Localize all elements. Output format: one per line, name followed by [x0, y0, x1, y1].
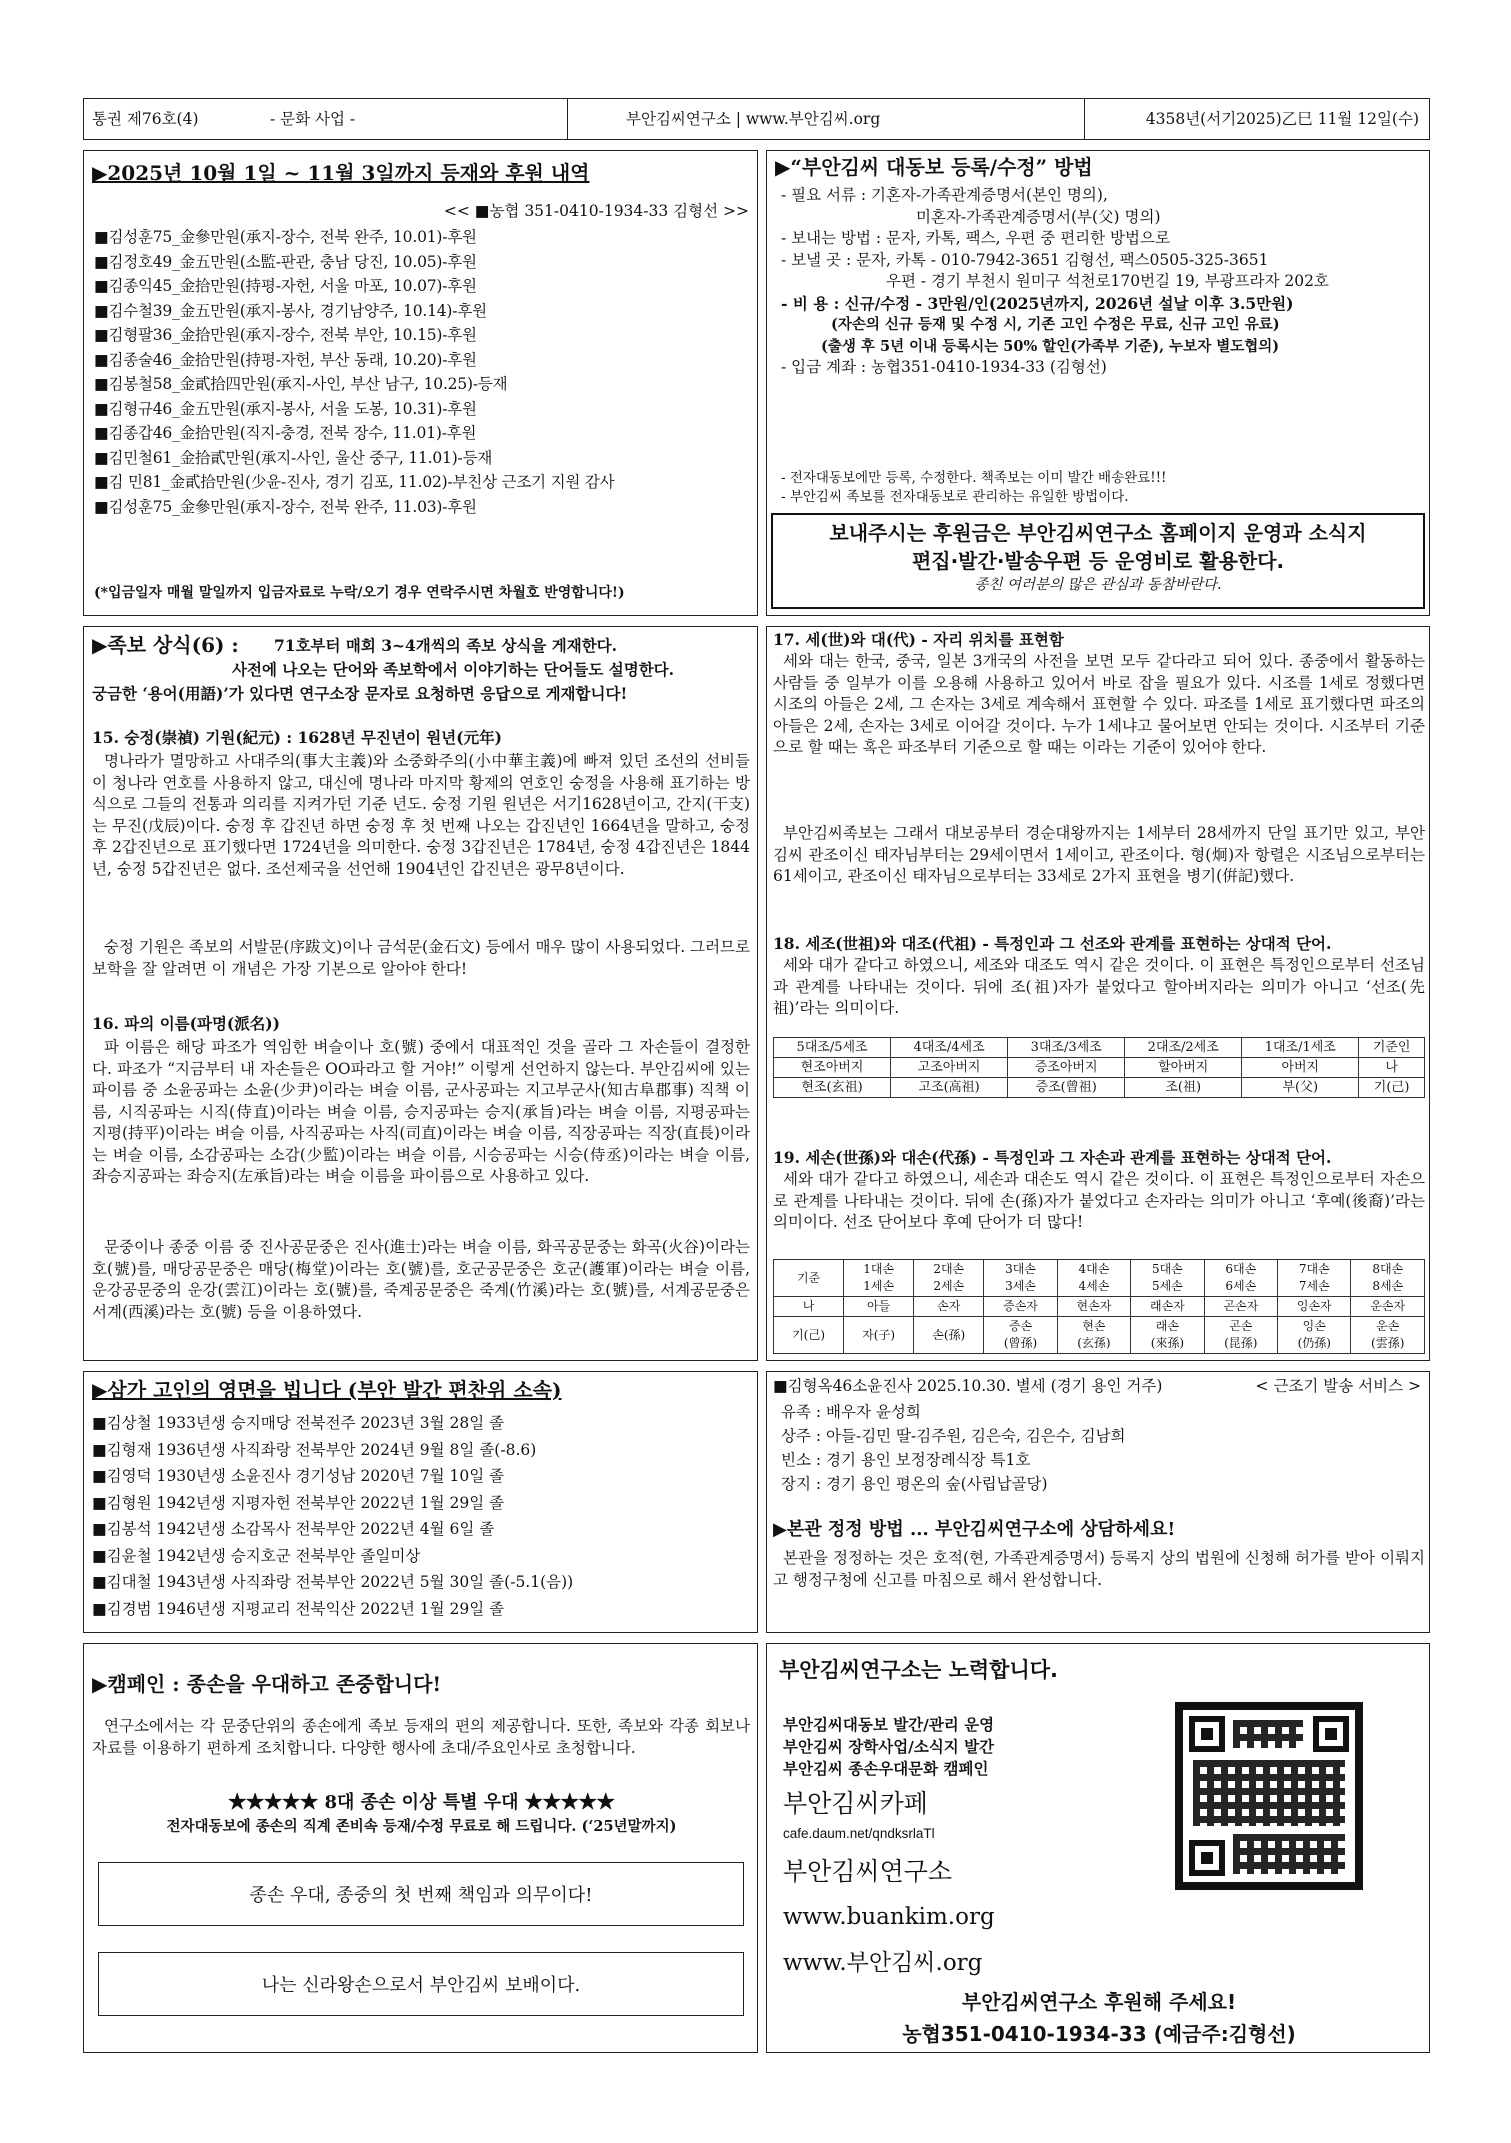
common-intro-3: 궁금한 ‘용어(用語)’가 있다면 연구소장 문자로 요청하면 응답으로 게재합니다!: [92, 684, 628, 703]
table-row: [774, 1297, 1425, 1317]
activity-item: 부안김씨 장학사업/소식지 발간: [783, 1738, 995, 1756]
list-item: ■김형팔36_金拾만원(承지-장수, 전북 부안, 10.15)-후원: [94, 326, 477, 344]
list-item: ■김수철39_金五만원(承지-봉사, 경기남양주, 10.14)-후원: [94, 301, 487, 320]
list-item: ■김형규46_金五만원(承지-봉사, 서울 도봉, 10.31)-후원: [94, 399, 477, 418]
table-cell: 기(己): [774, 1317, 844, 1354]
table-cell: 잉손 (仍孫): [1278, 1317, 1351, 1354]
funeral-section: [766, 1371, 1430, 1633]
funeral-line: 빈소 : 경기 용인 보정장례식장 특1호: [781, 1451, 1031, 1469]
table-cell: 3대손 3세손: [984, 1260, 1057, 1297]
issue-date: 4358년(서기2025)乙巳 11월 12일(수): [1145, 110, 1419, 128]
org-site: 부안김씨연구소 | www.부안김씨.org: [626, 110, 881, 128]
section-15-body: 명나라가 멸망하고 사대주의(事大主義)와 소중화주의(小中華主義)에 빠져 있던 조선의 선비들이 청나라 연호를 사용하지 않고, 대신에 명나라 마지막 황제의 연호인 숭정을 사용해 표기하는 방식으로 그들의 전통과 의리를 지켜가던 기준 년도. 숭정 기원 원년은 서기1628년이고, 간지(干支)는 무진(戊辰)이다. 숭정 후 갑진년 하면 숭정 후 첫 번째 나오는 갑진년인 1664년을 말하고, 숭정 후 2갑진년으로 표기했다면 1724년을 의미한다. 숭정 3갑진년은 1784년, 숭정 4갑진년은 1844년, 숭정 5갑진년은 없다. 조선제국을 선언해 1904년인 갑진년은 광무8년이다.: [92, 752, 750, 878]
section-16-body: 파 이름은 해당 파조가 역임한 벼슬이나 호(號) 중에서 대표적인 것을 골라 그 자손들이 결정한다. 파조가 “지금부터 내 자손들은 OO파라고 할 거야!” 이렇게 선언하지 않는다. 부안김씨에 있는 파이름 중 소윤공파는 소윤(少尹)이라는 벼슬 이름, 군사공파는 지고부군사(知古阜郡事) 직책 이름, 시직공파는 시직(侍直)이라는 벼슬 이름, 승지공파는 승지(承旨)라는 벼슬 이름, 지평공파는 지평(持平)이라는 벼슬 이름, 사직공파는 사직(司直)이라는 벼슬 이름, 직장공파는 직장(直長)이라는 벼슬 이름, 소감공파는 소감(少監)이라는 벼슬 이름, 시승공파는 시승(侍丞)이라는 벼슬 이름, 좌승지공파는 좌승지(左承旨)라는 벼슬 이름을 파이름으로 사용하고 있다.: [92, 1038, 750, 1185]
donation-note: (*입금일자 매월 말일까지 입금자료로 누락/오기 경우 연락주시면 차월호 반영합니다!): [94, 585, 625, 601]
section-15-body-2: 숭정 기원은 족보의 서발문(序跋文)이나 금석문(金石文) 등에서 매우 많이 사용되었다. 그러므로 보학을 잘 알려면 이 개념은 가장 기본으로 알아야 한다!: [92, 938, 750, 978]
list-item: ■김성훈75_金參만원(承지-장수, 전북 완주, 11.03)-후원: [94, 497, 477, 516]
donation-list: [94, 225, 749, 519]
website-link[interactable]: www.buankim.org: [783, 1904, 995, 1930]
campaign-box-1-text: 종손 우대, 종중의 첫 번째 책임과 의무이다!: [249, 1885, 593, 1906]
table-row: [774, 1260, 1425, 1297]
register-note: - 전자대동보에만 등록, 수정한다. 책족보는 이미 발간 배송완료!!!: [781, 470, 1167, 486]
list-item: ■김형원 1942년생 지평자헌 전북부안 2022년 1월 29일 졸: [92, 1493, 505, 1512]
register-line: 미혼자-가족관계증명서(부(父) 명의): [916, 207, 1161, 226]
bongwan-body: 본관을 정정하는 것은 호적(현, 가족관계증명서) 등록지 상의 법원에 신청해 허가를 받아 이뤄지고 행정구청에 신고를 마침으로 해서 완성합니다.: [773, 1549, 1425, 1589]
donation-account: << ■농협 351-0410-1934-33 김형선 >>: [443, 202, 749, 220]
table-cell: 할아버지: [1125, 1058, 1242, 1078]
table-cell: 부(父): [1242, 1078, 1359, 1098]
table-cell: 2대손 2세손: [914, 1260, 984, 1297]
list-item: ■김정호49_金五만원(소監-판관, 충남 당진, 10.05)-후원: [94, 252, 477, 271]
table-cell: 래손 (來孫): [1131, 1317, 1204, 1354]
header-divider: [567, 99, 568, 139]
terms-section: [766, 626, 1430, 1361]
list-item: ■김종갑46_金拾만원(직지-충경, 전북 장수, 11.01)-후원: [94, 424, 477, 442]
institute-activities: [783, 1714, 994, 1780]
campaign-title: ▶캠페인 : 종손을 우대하고 존중합니다!: [92, 1672, 442, 1696]
common-intro-1: 71호부터 매회 3~4개씩의 족보 상식을 게재한다.: [274, 636, 618, 655]
table-row: [774, 1058, 1425, 1078]
donations-section: [83, 150, 758, 616]
support-call: 부안김씨연구소 후원해 주세요!: [961, 1990, 1237, 2014]
register-line: (출생 후 5년 이내 등록시는 50% 할인(가족부 기준), 누보자 별도협의): [821, 337, 1280, 355]
condolence-section: [83, 1371, 758, 1633]
funeral-title: ■김형옥46소윤진사 2025.10.30. 별세 (경기 용인 거주): [773, 1377, 1163, 1395]
register-line: 우편 - 경기 부천시 원미구 석천로170번길 19, 부광프라자 202호: [886, 272, 1329, 290]
table-cell: 나: [1359, 1058, 1425, 1078]
table-cell: 6대손 6세손: [1204, 1260, 1277, 1297]
list-item: ■김윤철 1942년생 승지호군 전북부안 졸일미상: [92, 1546, 421, 1565]
table-row: [774, 1078, 1425, 1098]
support-account: 농협351-0410-1934-33 (예금주:김형선): [902, 2022, 1296, 2046]
table-cell: 아들: [844, 1297, 914, 1317]
table-cell: 운손 (雲孫): [1351, 1317, 1425, 1354]
list-item: ■김봉철58_金貳拾四만원(承지-사인, 부산 남구, 10.25)-등재: [94, 375, 508, 393]
list-item: ■김형재 1936년생 사직좌랑 전북부안 2024년 9월 8일 졸(-8.6): [92, 1440, 537, 1459]
usage-line-1: 보내주시는 후원금은 부안김씨연구소 홈페이지 운영과 소식지: [829, 521, 1367, 545]
qr-finder-top-right: [1313, 1716, 1349, 1752]
table-cell: 손(孫): [914, 1317, 984, 1354]
list-item: ■김봉석 1942년생 소감목사 전북부안 2022년 4월 6일 졸: [92, 1520, 495, 1538]
campaign-free: 전자대동보에 종손의 직계 존비속 등재/수정 무료로 해 드립니다. (‘25년말까지): [166, 1818, 677, 1835]
list-item: ■김종익45_金拾만원(持평-자헌, 서울 마포, 10.07)-후원: [94, 277, 477, 295]
table-cell: 아버지: [1242, 1058, 1359, 1078]
qr-finder-bottom-left: [1189, 1840, 1225, 1876]
table-cell: 손자: [914, 1297, 984, 1317]
table-cell: 현조(玄祖): [774, 1078, 891, 1098]
table-cell: 기(己): [1359, 1078, 1425, 1098]
activity-item: 부안김씨 종손우대문화 캠페인: [783, 1760, 989, 1778]
campaign-box-2-text: 나는 신라왕손으로서 부안김씨 보배이다.: [261, 1975, 581, 1996]
funeral-line: 상주 : 아들-김민 딸-김주원, 김은숙, 김은수, 김남희: [781, 1427, 1126, 1445]
table-cell: 곤손 (昆孫): [1204, 1317, 1277, 1354]
qr-finder-top-left: [1189, 1716, 1225, 1752]
table-cell: 증손자: [984, 1297, 1057, 1317]
funeral-details: [781, 1400, 1126, 1496]
institute-name: 부안김씨연구소: [783, 1857, 953, 1886]
register-line: - 입금 계좌 : 농협351-0410-1934-33 (김형선): [781, 358, 1107, 376]
list-item: ■김대철 1943년생 사직좌랑 전북부안 2022년 5월 30일 졸(-5.1(음)): [92, 1573, 574, 1591]
qr-modules: [1233, 1720, 1303, 1748]
register-section: [766, 150, 1430, 616]
list-item: ■김종술46_金拾만원(持평-자헌, 부산 동래, 10.20)-후원: [94, 350, 477, 369]
register-note: - 부안김씨 족보를 전자대동보로 관리하는 유일한 방법이다.: [781, 489, 1129, 505]
activity-item: 부안김씨대동보 발간/관리 운영: [783, 1716, 995, 1734]
institute-title: 부안김씨연구소는 노력합니다.: [779, 1658, 1059, 1682]
qr-code[interactable]: [1175, 1702, 1363, 1890]
institute-section: [766, 1643, 1430, 2053]
campaign-box-1: [98, 1862, 744, 1926]
bongwan-title: ▶본관 정정 방법 ... 부안김씨연구소에 상담하세요!: [773, 1519, 1176, 1540]
table-cell: 8대손 8세손: [1351, 1260, 1425, 1297]
table-cell: 나: [774, 1297, 844, 1317]
section-16-body-2: 문중이나 종중 이름 중 진사공문중은 진사(進士)라는 벼슬 이름, 화곡공문중는 화곡(火谷)이라는 호(號)를, 매당공문중은 매당(梅堂)이라는 호(號)를, 호군공문중은 호군(護軍)이라는 벼슬 이름, 운강공문중의 운강(雲江)이라는 호(號)를, 죽계공문중은 죽계(竹溪)라는 호(號)를, 서계공문중은 서계(西溪)라는 호(號) 등을 이용하였다.: [92, 1238, 750, 1321]
qr-modules: [1233, 1834, 1345, 1874]
website-link-korean[interactable]: www.부안김씨.org: [783, 1950, 983, 1976]
table-cell: 2대조/2세조: [1125, 1038, 1242, 1058]
section-17-title: 17. 세(世)와 대(代) - 자리 위치를 표현함: [773, 630, 1064, 649]
campaign-section: [83, 1643, 758, 2053]
section-18-title: 18. 세조(世祖)와 대조(代祖) - 특정인과 그 선조와 관계를 표현하는 상대적 단어.: [773, 934, 1332, 953]
common-intro-2: 사전에 나오는 단어와 족보학에서 이야기하는 단어들도 설명한다.: [232, 660, 675, 679]
table-cell: 5대손 5세손: [1131, 1260, 1204, 1297]
table-cell: 4대조/4세조: [891, 1038, 1008, 1058]
usage-line-3: 종친 여러분의 많은 관심과 동참바란다.: [974, 577, 1222, 593]
table-cell: 기준: [774, 1260, 844, 1297]
register-line: - 보낼 곳 : 문자, 카톡 - 010-7942-3651 김형선, 팩스0505-325-3651: [781, 250, 1269, 269]
table-cell: 증손 (曾孫): [984, 1317, 1057, 1354]
section-label: - 문화 사업 -: [270, 110, 356, 128]
campaign-body: 연구소에서는 각 문중단위의 종손에게 족보 등재의 편의 제공합니다. 또한, 족보와 각종 회보나 자료를 이용하기 편하게 조치합니다. 다양한 행사에 초대/주요인사로 초청합니다.: [92, 1717, 750, 1757]
table-cell: 현조아버지: [774, 1058, 891, 1078]
table-row: [774, 1038, 1425, 1058]
table-cell: 7대손 7세손: [1278, 1260, 1351, 1297]
table-cell: 증조아버지: [1008, 1058, 1125, 1078]
table-cell: 고조아버지: [891, 1058, 1008, 1078]
table-cell: 곤손자: [1204, 1297, 1277, 1317]
condolence-title: ▶삼가 고인의 영면을 빕니다 (부안 발간 편찬위 소속): [92, 1378, 562, 1402]
table-cell: 증조(曾祖): [1008, 1078, 1125, 1098]
register-line: - 필요 서류 : 기혼자-가족관계증명서(본인 명의),: [781, 186, 1108, 204]
section-18-body: 세와 대가 같다고 하였으니, 세조와 대조도 역시 같은 것이다. 이 표현은 특정인으로부터 선조님과 관계를 나타내는 것이다. 뒤에 조(祖)자가 붙었다고 할아버지라는 의미가 아니고 ‘선조(先祖)’라는 의미이다.: [773, 956, 1425, 1017]
table-cell: 5대조/5세조: [774, 1038, 891, 1058]
table-cell: 고조(高祖): [891, 1078, 1008, 1098]
header-bar: [83, 98, 1430, 140]
list-item: ■김성훈75_金參만원(承지-장수, 전북 완주, 10.01)-후원: [94, 228, 477, 246]
list-item: ■김민철61_金拾貳만원(承지-사인, 울산 중구, 11.01)-등재: [94, 448, 493, 467]
register-lines: [781, 185, 1421, 379]
register-notes: [781, 469, 1166, 507]
table-cell: 잉손자: [1278, 1297, 1351, 1317]
table-cell: 자(子): [844, 1317, 914, 1354]
table-cell: 조(祖): [1125, 1078, 1242, 1098]
table-cell: 1대손 1세손: [844, 1260, 914, 1297]
section-15-title: 15. 숭정(崇禎) 기원(紀元) : 1628년 무진년이 원년(元年): [92, 728, 502, 747]
issue-number: 통권 제76호(4): [92, 110, 199, 128]
register-line: - 비 용 : 신규/수정 - 3만원/인(2025년까지, 2026년 설날 이후 3.5만원): [781, 293, 1294, 313]
qr-modules: [1193, 1760, 1345, 1826]
common-knowledge-section: [83, 626, 758, 1361]
section-19-body: 세와 대가 같다고 하였으니, 세손과 대손도 역시 같은 것이다. 이 표현은 특정인으로부터 자손으로 관계를 나타내는 것이다. 뒤에 손(孫)자가 붙었다고 손자라는 의미가 아니고 ‘후예(後裔)’라는 의미이다. 선조 단어보다 후예 단어가 더 많다!: [773, 1170, 1425, 1231]
table-cell: 운손자: [1351, 1297, 1425, 1317]
section-19-title: 19. 세손(世孫)와 대손(代孫) - 특정인과 그 자손과 관계를 표현하는 상대적 단어.: [773, 1148, 1332, 1167]
donation-usage-box: [771, 513, 1425, 609]
register-title: ▶“부안김씨 대동보 등록/수정” 방법: [775, 155, 1093, 179]
campaign-box-2: [98, 1952, 744, 2016]
list-item: ■김 민81_金貳拾만원(少윤-진사, 경기 김포, 11.02)-부친상 근조기 지원 감사: [94, 473, 615, 491]
condolence-list: [92, 1410, 573, 1622]
list-item: ■김영덕 1930년생 소윤진사 경기성남 2020년 7월 10일 졸: [92, 1467, 505, 1485]
section-17-body: 세와 대는 한국, 중국, 일본 3개국의 사전을 보면 모두 같다라고 되어 있다. 종중에서 활동하는 사람들 중 일부가 이를 오용해 사용하고 있어서 바로 잡을 필요가 있다. 시조를 1세로 정했다면 시조의 아들은 2세, 그 손자는 3세로 계속해서 표현할 수 있다. 파조를 1세로 표기했다면 파조의 아들은 2세, 손자는 3세로 이어갈 것이다. 누가 1세냐고 물어보면 안되는 것이다. 시조부터 기준으로 할 때는 혹은 파조부터 기준으로 할 때는 이라는 기준이 있어야 한다.: [773, 652, 1425, 756]
section-16-title: 16. 파의 이름(파명(派名)): [92, 1014, 280, 1033]
table-cell: 래손자: [1131, 1297, 1204, 1317]
funeral-line: 유족 : 배우자 윤성희: [781, 1403, 921, 1421]
ancestor-table: [773, 1037, 1425, 1098]
campaign-stars: ★★★★★ 8대 종손 이상 특별 우대 ★★★★★: [228, 1792, 615, 1813]
table-cell: 현손 (玄孫): [1057, 1317, 1130, 1354]
list-item: ■김경범 1946년생 지평교리 전북익산 2022년 1월 29일 졸: [92, 1599, 505, 1618]
table-row: [774, 1317, 1425, 1354]
common-title: ▶족보 상식(6) :: [92, 633, 239, 657]
table-cell: 1대조/1세조: [1242, 1038, 1359, 1058]
funeral-service: < 근조기 발송 서비스 >: [1255, 1377, 1421, 1395]
table-cell: 현손자: [1057, 1297, 1130, 1317]
header-divider: [1084, 99, 1085, 139]
usage-line-2: 편집·발간·발송우편 등 운영비로 활용한다.: [911, 549, 1285, 573]
cafe-name: 부안김씨카페: [783, 1789, 928, 1818]
table-cell: 3대조/3세조: [1008, 1038, 1125, 1058]
donations-title: ▶2025년 10월 1일 ~ 11월 3일까지 등재와 후원 내역: [92, 161, 590, 185]
cafe-url[interactable]: cafe.daum.net/qndksrlaTl: [783, 1826, 935, 1841]
section-17-body-2: 부안김씨족보는 그래서 대보공부터 경순대왕까지는 1세부터 28세까지 단일 표기만 있고, 부안김씨 관조이신 태자님부터는 29세이면서 1세이고, 관조이다. 형(炯)자 항렬은 시조님으로부터는 61세이고, 관조이신 태자님으로부터는 33세로 2가지 표현을 병기(倂記)했다.: [773, 824, 1425, 885]
table-cell: 4대손 4세손: [1057, 1260, 1130, 1297]
funeral-line: 장지 : 경기 용인 평온의 숲(사립납골당): [781, 1475, 1048, 1493]
table-cell: 기준인: [1359, 1038, 1425, 1058]
list-item: ■김상철 1933년생 승지매당 전북전주 2023년 3월 28일 졸: [92, 1414, 505, 1432]
register-line: (자손의 신규 등재 및 수정 시, 기존 고인 수정은 무료, 신규 고인 유료): [831, 316, 1280, 333]
descendant-table: [773, 1259, 1425, 1354]
register-line: - 보내는 방법 : 문자, 카톡, 팩스, 우편 중 편리한 방법으로: [781, 229, 1170, 247]
